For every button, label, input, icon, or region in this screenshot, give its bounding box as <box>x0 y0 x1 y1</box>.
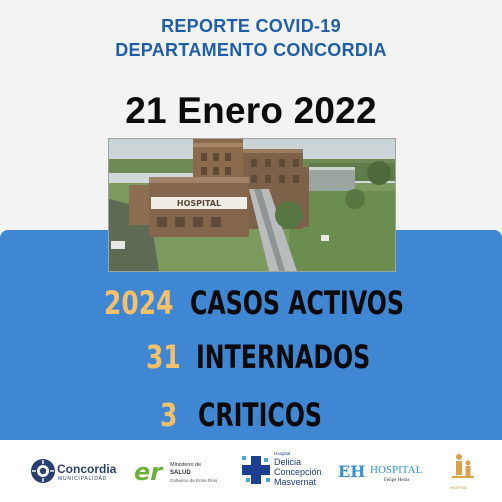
logo-felipe-name: HOSPITAL <box>370 464 423 476</box>
logo-masvernat-line3: Masvernat <box>274 477 317 487</box>
svg-text:er: er <box>134 458 163 486</box>
report-subtitle: DEPARTAMENTO CONCORDIA <box>115 40 387 60</box>
logo-felipe-mark: EH <box>338 462 366 481</box>
stat-criticos <box>0 396 502 436</box>
logo-hospital-felipe-heras <box>338 440 430 502</box>
logo-ministerio-salud <box>134 440 216 502</box>
medical-cross-icon <box>240 454 272 486</box>
report-title: REPORTE COVID-19 <box>161 16 341 36</box>
logo-emblem-sub: HOSPITAL <box>450 486 468 490</box>
stat-value: 2024 <box>104 284 174 322</box>
logo-felipe-sub: Felipe Heras <box>384 478 410 483</box>
report-date: 21 Enero 2022 <box>125 90 377 131</box>
logo-concordia-name: Concordia <box>57 462 117 476</box>
logo-ministerio-line2: SALUD <box>170 470 191 476</box>
hospital-building-image <box>109 139 395 271</box>
stat-label: INTERNADOS <box>196 338 371 376</box>
hospital-photo <box>108 138 396 272</box>
sponsor-footer <box>0 440 502 502</box>
logo-masvernat-pre: Hospital <box>274 451 291 456</box>
logo-masvernat-line2: Concepción <box>274 467 322 477</box>
stat-label: CASOS ACTIVOS <box>190 284 404 322</box>
er-health-icon <box>134 456 168 486</box>
concordia-sun-icon <box>30 458 56 484</box>
stat-label: CRITICOS <box>198 396 322 434</box>
logo-hospital-masvernat <box>240 440 332 502</box>
stat-casos-activos <box>0 284 502 324</box>
logo-hospital-emblem <box>444 440 484 502</box>
logo-masvernat-line1: Delicia <box>274 457 302 467</box>
logo-concordia <box>30 440 116 502</box>
stat-internados <box>0 338 502 378</box>
logo-concordia-sub: MUNICIPALIDAD <box>58 476 108 482</box>
stat-value: 31 <box>146 338 181 376</box>
photo-hospital-sign: HOSPITAL <box>176 199 222 208</box>
logo-ministerio-line3: Gobierno de Entre Ríos <box>170 478 218 483</box>
figures-emblem-icon <box>450 452 476 484</box>
stat-value: 3 <box>160 396 178 434</box>
logo-ministerio-line1: Ministerio de <box>170 462 202 468</box>
